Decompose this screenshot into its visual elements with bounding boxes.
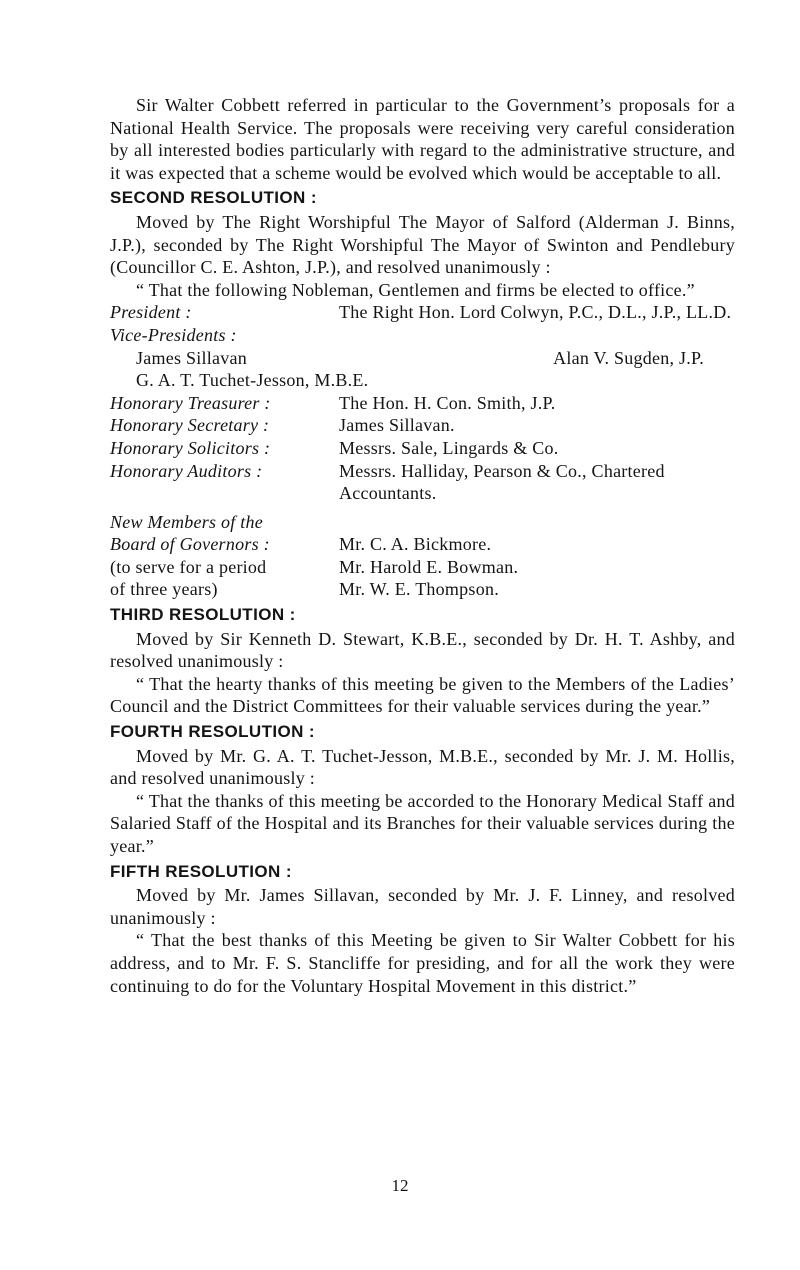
member-3: Mr. W. E. Thompson. — [339, 579, 499, 600]
second-resolution-moved: Moved by The Right Worshipful The Mayor of Salford (Alderman J. Binns, J.P.), seconded by The Right Worshipful The Mayor of Swinton and Pendlebury (Councillor C. E. Ashton, J.P.), and resolved unanimously : — [110, 211, 735, 278]
solicitors-value: Messrs. Sale, Lingards & Co. — [339, 437, 559, 458]
fourth-resolution-quote: “ That the thanks of this meeting be accorded to the Honorary Medical Staff and Salaried Staff of the Hospital and its Branches for their valuable services during the year.” — [110, 790, 735, 856]
new-members-row-1 — [110, 533, 735, 556]
third-resolution-moved: Moved by Sir Kenneth D. Stewart, K.B.E., seconded by Dr. H. T. Ashby, and resolved unanimously : — [110, 628, 735, 672]
solicitors-label: Honorary Solicitors : — [110, 437, 271, 458]
new-members-row-3 — [110, 578, 735, 601]
treasurer-label: Honorary Treasurer : — [110, 392, 271, 413]
fourth-resolution-moved: Moved by Mr. G. A. T. Tuchet-Jesson, M.B.E., seconded by Mr. J. M. Hollis, and resolved unanimously : — [110, 745, 735, 789]
secretary-value: James Sillavan. — [339, 415, 455, 436]
president-label: President : — [110, 302, 192, 323]
page-number: 12 — [391, 1176, 409, 1195]
third-resolution-heading: THIRD RESOLUTION : — [110, 605, 296, 625]
member-1: Mr. C. A. Bickmore. — [339, 534, 492, 555]
president-value: The Right Hon. Lord Colwyn, P.C., D.L., J.P., LL.D. — [339, 302, 732, 323]
vice-presidents-names — [110, 347, 704, 370]
president-row — [110, 301, 735, 324]
secretary-row — [110, 414, 735, 437]
secretary-label: Honorary Secretary : — [110, 415, 270, 436]
fifth-resolution-heading: FIFTH RESOLUTION : — [110, 861, 292, 881]
fourth-resolution-heading: FOURTH RESOLUTION : — [110, 722, 315, 742]
vice-president-2: Alan V. Sugden, J.P. — [553, 347, 704, 368]
auditors-label: Honorary Auditors : — [110, 460, 263, 481]
vice-president-3: G. A. T. Tuchet-Jesson, M.B.E. — [136, 370, 369, 391]
auditors-row — [110, 460, 735, 505]
treasurer-row — [110, 392, 735, 415]
auditors-value: Messrs. Halliday, Pearson & Co., Chartered Accountants. — [339, 460, 665, 504]
intro-paragraph: Sir Walter Cobbett referred in particular to the Government’s proposals for a National Health Service. The proposals were receiving very careful consideration by all interested bodies particularly with regard to the administrative structure, and it was expected that a scheme would be evolved which would be acceptable to all. — [110, 95, 735, 183]
third-resolution-quote: “ That the hearty thanks of this meeting be given to the Members of the Ladies’ Council and the District Committees for their valuable services during the year.” — [110, 673, 735, 717]
members-label-line-1: New Members of the — [110, 511, 263, 532]
members-label-line-2: Board of Governors : — [110, 534, 270, 555]
vice-presidents-label: Vice-Presidents : — [110, 324, 237, 345]
members-label-line-4: of three years) — [110, 579, 218, 600]
new-members-row-label-only — [110, 511, 735, 534]
solicitors-row — [110, 437, 735, 460]
second-resolution-heading: SECOND RESOLUTION : — [110, 188, 317, 208]
fifth-resolution-quote: “ That the best thanks of this Meeting be given to Sir Walter Cobbett for his address, and to Mr. F. S. Stancliffe for presiding, and for all the work they were continuing to do for the Voluntary Hospital Movement in this district.” — [110, 930, 735, 996]
second-resolution-quote: “ That the following Nobleman, Gentlemen and firms be elected to office.” — [136, 279, 695, 300]
member-2: Mr. Harold E. Bowman. — [339, 556, 519, 577]
vice-president-1: James Sillavan — [136, 347, 247, 368]
document-page — [110, 94, 735, 997]
members-label-line-3: (to serve for a period — [110, 556, 267, 577]
fifth-resolution-moved: Moved by Mr. James Sillavan, seconded by Mr. J. F. Linney, and resolved unanimously : — [110, 885, 735, 928]
treasurer-value: The Hon. H. Con. Smith, J.P. — [339, 392, 556, 413]
new-members-row-2 — [110, 556, 735, 579]
